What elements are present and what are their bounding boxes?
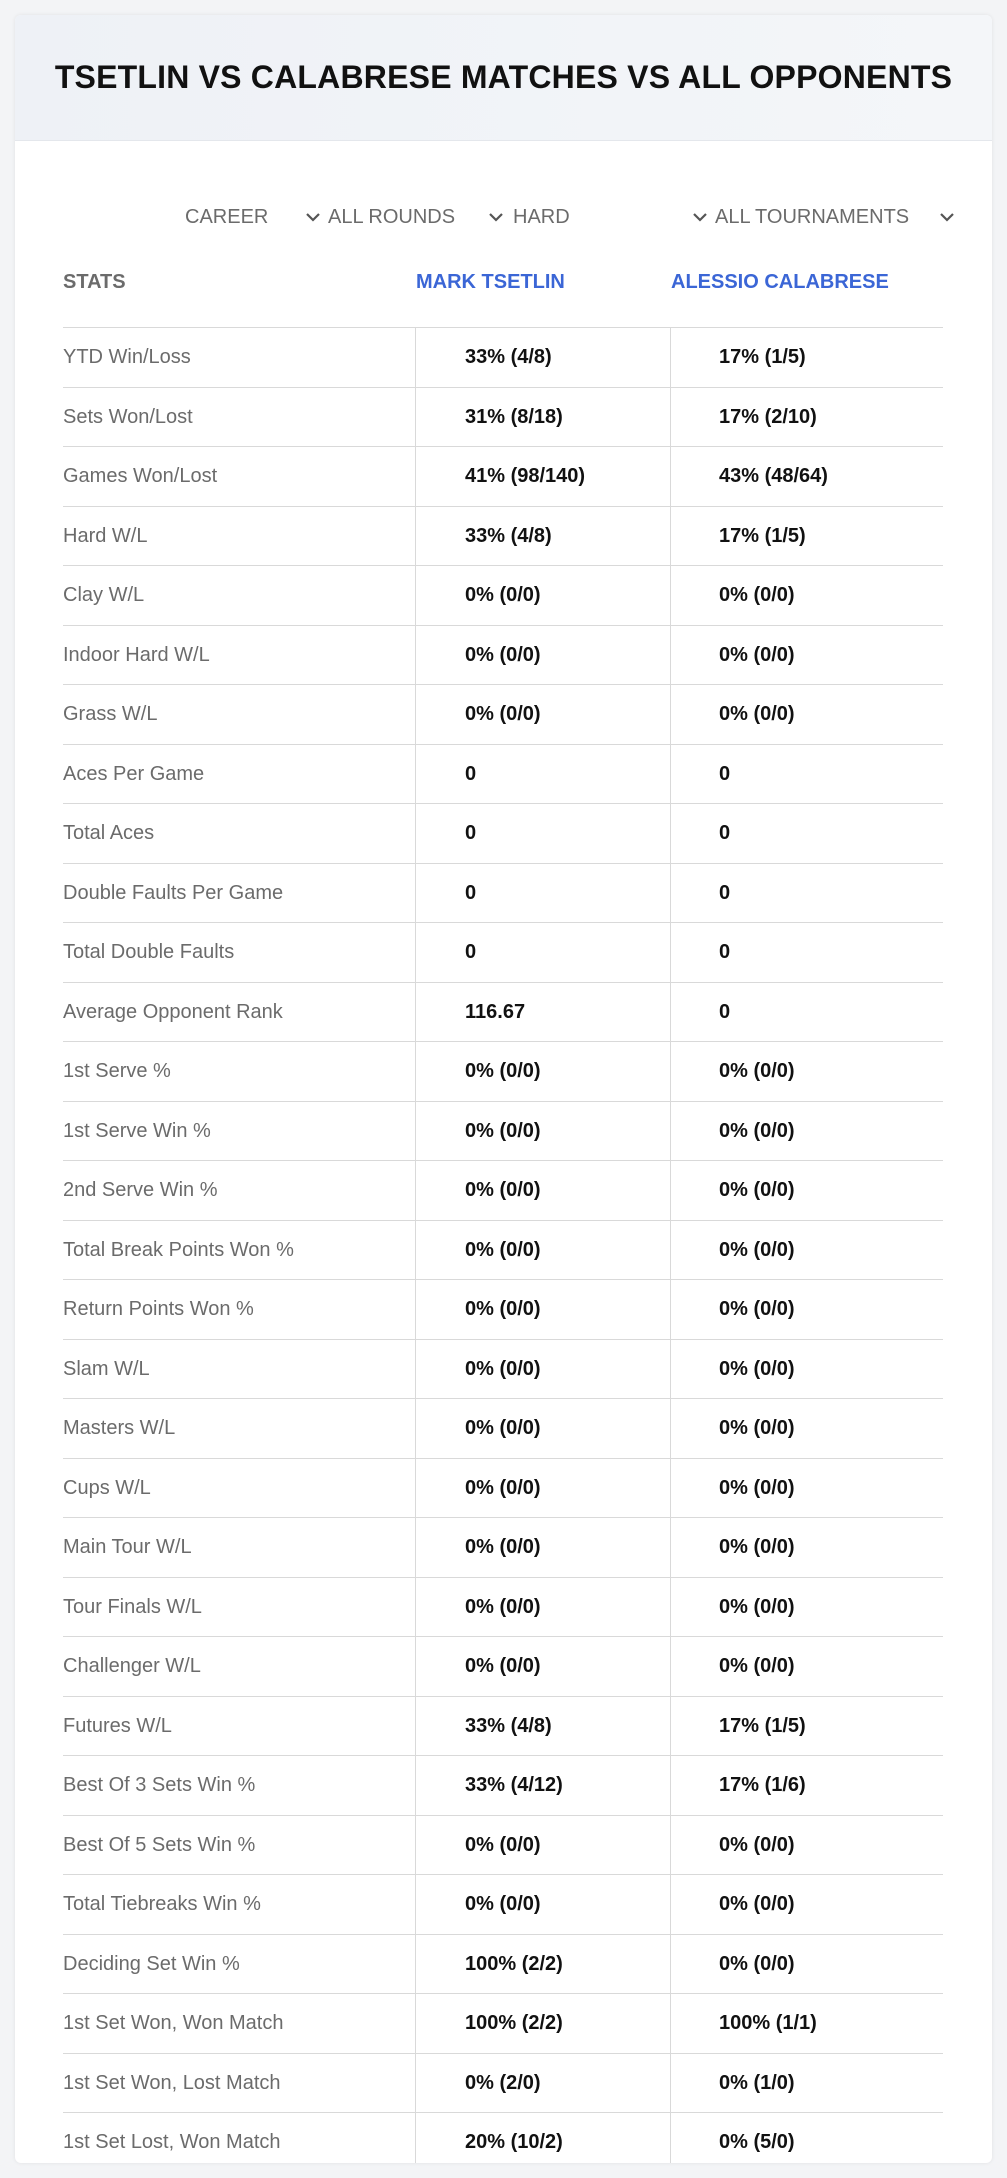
stat-label: Hard W/L <box>63 524 148 547</box>
round-select[interactable] <box>328 197 505 237</box>
stat-label: Indoor Hard W/L <box>63 643 210 666</box>
player1-link[interactable]: MARK TSETLIN <box>416 271 565 293</box>
stat-label: Grass W/L <box>63 703 158 725</box>
round-select-value: ALL ROUNDS <box>328 205 456 228</box>
period-select[interactable] <box>185 197 322 237</box>
player1-value: 0 <box>465 941 477 963</box>
table-row <box>63 1994 943 2054</box>
table-row <box>63 1042 943 1102</box>
tournament-select[interactable] <box>715 197 956 237</box>
stat-label: Challenger W/L <box>63 1655 201 1677</box>
player2-value: 0% (0/0) <box>719 584 795 606</box>
player2-value: 0% (0/0) <box>719 1893 795 1915</box>
table-row <box>63 566 943 626</box>
player1-value: 0 <box>465 881 477 904</box>
player1-value: 0 <box>465 762 477 785</box>
table-body <box>63 328 943 2163</box>
player2-value: 100% (1/1) <box>719 2012 817 2034</box>
player1-value: 0% (0/0) <box>465 1595 541 1618</box>
stat-label: 1st Set Won, Lost Match <box>63 2071 281 2094</box>
player2-value: 0% (0/0) <box>719 1298 795 1320</box>
table-row <box>63 1756 943 1816</box>
player2-value: 0% (5/0) <box>719 2131 795 2153</box>
player1-value: 0% (0/0) <box>465 1060 541 1082</box>
stat-label: Main Tour W/L <box>63 1536 192 1558</box>
chevron-down-icon <box>938 208 956 226</box>
table-row <box>63 1102 943 1162</box>
card-header <box>15 15 992 141</box>
stat-label: Best Of 3 Sets Win % <box>63 1774 256 1796</box>
player2-value: 0% (0/0) <box>719 1060 795 1082</box>
stat-label: Clay W/L <box>63 584 145 606</box>
chevron-down-icon <box>691 208 709 226</box>
player2-value: 0% (0/0) <box>719 643 795 666</box>
stat-label: 1st Serve Win % <box>63 1119 211 1142</box>
table-row <box>63 923 943 983</box>
player2-value: 17% (1/5) <box>719 1714 806 1737</box>
player1-value: 0% (0/0) <box>465 643 541 666</box>
stat-label: Sets Won/Lost <box>63 405 193 428</box>
player1-value: 0% (2/0) <box>465 2071 541 2094</box>
table-row <box>63 864 943 924</box>
player2-value: 0% (0/0) <box>719 1476 795 1499</box>
table-row <box>63 1518 943 1578</box>
page-title: TSETLIN VS CALABRESE MATCHES VS ALL OPPONENTS <box>54 59 953 95</box>
table-row <box>63 1459 943 1519</box>
player2-value: 0 <box>719 1000 731 1023</box>
table-row <box>63 507 943 567</box>
player1-value: 100% (2/2) <box>465 2012 563 2034</box>
stat-label: Best Of 5 Sets Win % <box>63 1833 256 1856</box>
player1-value: 41% (98/140) <box>465 465 586 487</box>
table-row <box>63 1875 943 1935</box>
player2-value: 17% (2/10) <box>719 405 817 428</box>
player1-value: 33% (4/12) <box>465 1774 563 1796</box>
player1-value: 0% (0/0) <box>465 1238 541 1261</box>
player2-value: 0% (0/0) <box>719 1536 795 1558</box>
player2-value: 0% (0/0) <box>719 1833 795 1856</box>
stat-label: 2nd Serve Win % <box>63 1179 218 1201</box>
player1-value: 0% (0/0) <box>465 584 541 606</box>
player2-value: 0% (0/0) <box>719 1655 795 1677</box>
player2-value: 17% (1/5) <box>719 524 806 547</box>
stat-label: 1st Serve % <box>63 1060 171 1082</box>
player1-value: 20% (10/2) <box>465 2131 563 2153</box>
stat-label: Average Opponent Rank <box>63 1000 283 1023</box>
table-row <box>63 983 943 1043</box>
stats-table <box>63 255 943 2163</box>
player2-value: 17% (1/5) <box>719 346 806 368</box>
stat-label: YTD Win/Loss <box>63 346 191 368</box>
player2-value: 0% (0/0) <box>719 1357 795 1380</box>
player1-value: 33% (4/8) <box>465 346 552 368</box>
stats-card <box>15 15 992 2163</box>
player1-value: 33% (4/8) <box>465 1714 552 1737</box>
stat-label: Slam W/L <box>63 1357 150 1380</box>
table-row <box>63 1280 943 1340</box>
stat-label: Games Won/Lost <box>63 465 218 487</box>
column-divider <box>670 327 671 2163</box>
table-row <box>63 1340 943 1400</box>
stat-label: Aces Per Game <box>63 762 205 785</box>
player1-value: 0% (0/0) <box>465 1357 541 1380</box>
player1-value: 0% (0/0) <box>465 1655 541 1677</box>
stats-column-header: STATS <box>63 271 126 293</box>
surface-select[interactable] <box>513 197 709 237</box>
player1-value: 33% (4/8) <box>465 524 552 547</box>
table-row <box>63 1221 943 1281</box>
stat-label: Total Aces <box>63 822 155 844</box>
table-row <box>63 1161 943 1221</box>
table-row <box>63 1399 943 1459</box>
player1-value: 100% (2/2) <box>465 1952 563 1975</box>
player2-value: 0% (0/0) <box>719 1238 795 1261</box>
table-row <box>63 745 943 805</box>
player2-value: 0% (0/0) <box>719 1417 795 1439</box>
table-row <box>63 1697 943 1757</box>
stat-label: Total Tiebreaks Win % <box>63 1893 261 1915</box>
table-row <box>63 447 943 507</box>
table-row <box>63 2113 943 2163</box>
stat-label: Tour Finals W/L <box>63 1595 202 1618</box>
table-row <box>63 2054 943 2114</box>
player2-link[interactable]: ALESSIO CALABRESE <box>671 271 889 293</box>
table-row <box>63 685 943 745</box>
period-select-value: CAREER <box>185 205 269 228</box>
player1-value: 0% (0/0) <box>465 1536 541 1558</box>
player1-value: 0% (0/0) <box>465 1417 541 1439</box>
player1-value: 0% (0/0) <box>465 1833 541 1856</box>
player1-value: 0% (0/0) <box>465 1298 541 1320</box>
player2-value: 43% (48/64) <box>719 465 828 487</box>
stat-label: Return Points Won % <box>63 1298 254 1320</box>
table-row <box>63 1935 943 1995</box>
player1-value: 0% (0/0) <box>465 1476 541 1499</box>
player1-value: 31% (8/18) <box>465 405 563 428</box>
stat-label: Masters W/L <box>63 1417 176 1439</box>
tournament-select-value: ALL TOURNAMENTS <box>715 205 910 228</box>
stat-label: Deciding Set Win % <box>63 1952 240 1975</box>
player2-value: 0% (0/0) <box>719 1179 795 1201</box>
stat-label: Total Double Faults <box>63 941 235 963</box>
table-row <box>63 1637 943 1697</box>
stat-label: 1st Set Won, Won Match <box>63 2012 284 2034</box>
stat-label: 1st Set Lost, Won Match <box>63 2131 281 2153</box>
stat-label: Double Faults Per Game <box>63 881 284 904</box>
player1-value: 0 <box>465 822 477 844</box>
table-row <box>63 804 943 864</box>
player2-value: 0% (0/0) <box>719 1119 795 1142</box>
player2-value: 0 <box>719 881 731 904</box>
stat-label: Total Break Points Won % <box>63 1238 294 1261</box>
table-row <box>63 1578 943 1638</box>
surface-select-value: HARD <box>513 205 570 228</box>
stat-label: Futures W/L <box>63 1714 172 1737</box>
column-divider <box>415 327 416 2163</box>
player2-value: 0 <box>719 941 731 963</box>
player2-value: 0 <box>719 822 731 844</box>
player2-value: 0% (1/0) <box>719 2071 795 2094</box>
player2-value: 0% (0/0) <box>719 1952 795 1975</box>
player1-value: 0% (0/0) <box>465 1893 541 1915</box>
table-row <box>63 388 943 448</box>
chevron-down-icon <box>487 208 505 226</box>
stat-label: Cups W/L <box>63 1476 151 1499</box>
filter-bar <box>15 185 992 255</box>
player2-value: 0% (0/0) <box>719 1595 795 1618</box>
table-row <box>63 1816 943 1876</box>
table-row <box>63 328 943 388</box>
player2-value: 17% (1/6) <box>719 1774 806 1796</box>
player1-value: 0% (0/0) <box>465 1179 541 1201</box>
table-row <box>63 626 943 686</box>
player2-value: 0 <box>719 762 731 785</box>
table-header <box>63 255 943 328</box>
player1-value: 116.67 <box>465 1000 526 1023</box>
player2-value: 0% (0/0) <box>719 703 795 725</box>
player1-value: 0% (0/0) <box>465 703 541 725</box>
chevron-down-icon <box>304 208 322 226</box>
player1-value: 0% (0/0) <box>465 1119 541 1142</box>
